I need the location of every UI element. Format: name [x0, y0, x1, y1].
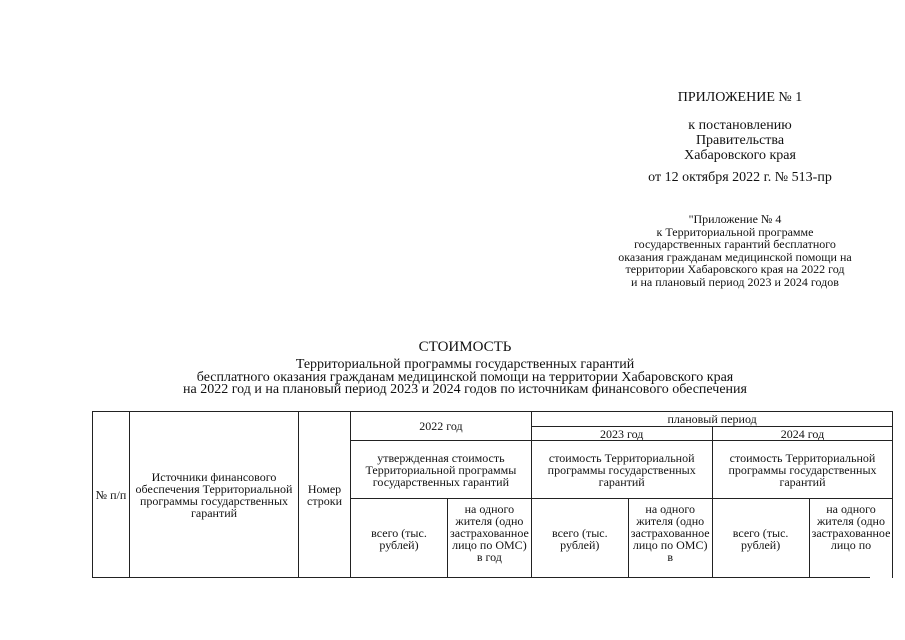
header-total-2022: всего (тыс. рублей) [351, 499, 448, 579]
page-bottom-margin [0, 578, 905, 640]
title-main: СТОИМОСТЬ [418, 339, 512, 355]
header-approved-cost: утвержденная стоимость Территориальной программы государственных гарантий [351, 441, 532, 499]
header-year-2023: 2023 год [531, 427, 712, 441]
header-year-2024: 2024 год [712, 427, 893, 441]
cost-table [92, 411, 893, 579]
header-per-resident-2022: на одного жителя (одно застрахованное лицо по ОМС) в год [448, 499, 532, 579]
header-per-resident-2023: на одного жителя (одно застрахованное лицо по ОМС) в [628, 499, 712, 579]
appendix-number: ПРИЛОЖЕНИЕ № 1 [677, 90, 803, 105]
title-sub-line: бесплатного оказания гражданам медицинской помощи на территории Хабаровского края [196, 369, 734, 385]
appendix-line-3: Хабаровского края [684, 148, 796, 163]
annex-block [585, 213, 885, 288]
header-cost-2023: стоимость Территориальной программы государственных гарантий [531, 441, 712, 499]
header-source: Источники финансового обеспечения Территориальной программы государственных гарантий [130, 412, 299, 579]
header-planned-period: плановый период [531, 412, 893, 427]
table-bottom-border [92, 577, 870, 578]
header-number: № п/п [93, 412, 130, 579]
annex-line: и на плановый период 2023 и 2024 годов [631, 274, 839, 289]
annex-line: к Территориальной программе [656, 224, 814, 239]
annex-line: территории Хабаровского края на 2022 год [625, 262, 845, 276]
header-line-number: Номер строки [299, 412, 351, 579]
appendix-block [560, 90, 905, 185]
header-cost-2024: стоимость Территориальной программы государственных гарантий [712, 441, 893, 499]
annex-line: государственных гарантий бесплатного [634, 237, 836, 251]
title-sub-line: на 2022 год и на плановый период 2023 и 2024 годов по источникам финансового обеспечения [183, 382, 747, 397]
appendix-line-1: к постановлению [688, 118, 792, 133]
appendix-date: от 12 октября 2022 г. № 513-пр [648, 170, 832, 185]
annex-line: оказания гражданам медицинской помощи на [618, 249, 852, 264]
appendix-line-2: Правительства [695, 133, 785, 148]
annex-line: "Приложение № 4 [688, 212, 782, 226]
header-per-resident-2024: на одного жителя (одно застрахованное лицо по [809, 499, 893, 579]
document-title [100, 339, 830, 397]
header-total-2024: всего (тыс. рублей) [712, 499, 809, 579]
title-sub-line: Территориальной программы государственных гарантий [295, 357, 635, 372]
header-year-2022: 2022 год [351, 412, 532, 441]
header-total-2023: всего (тыс. рублей) [531, 499, 628, 579]
